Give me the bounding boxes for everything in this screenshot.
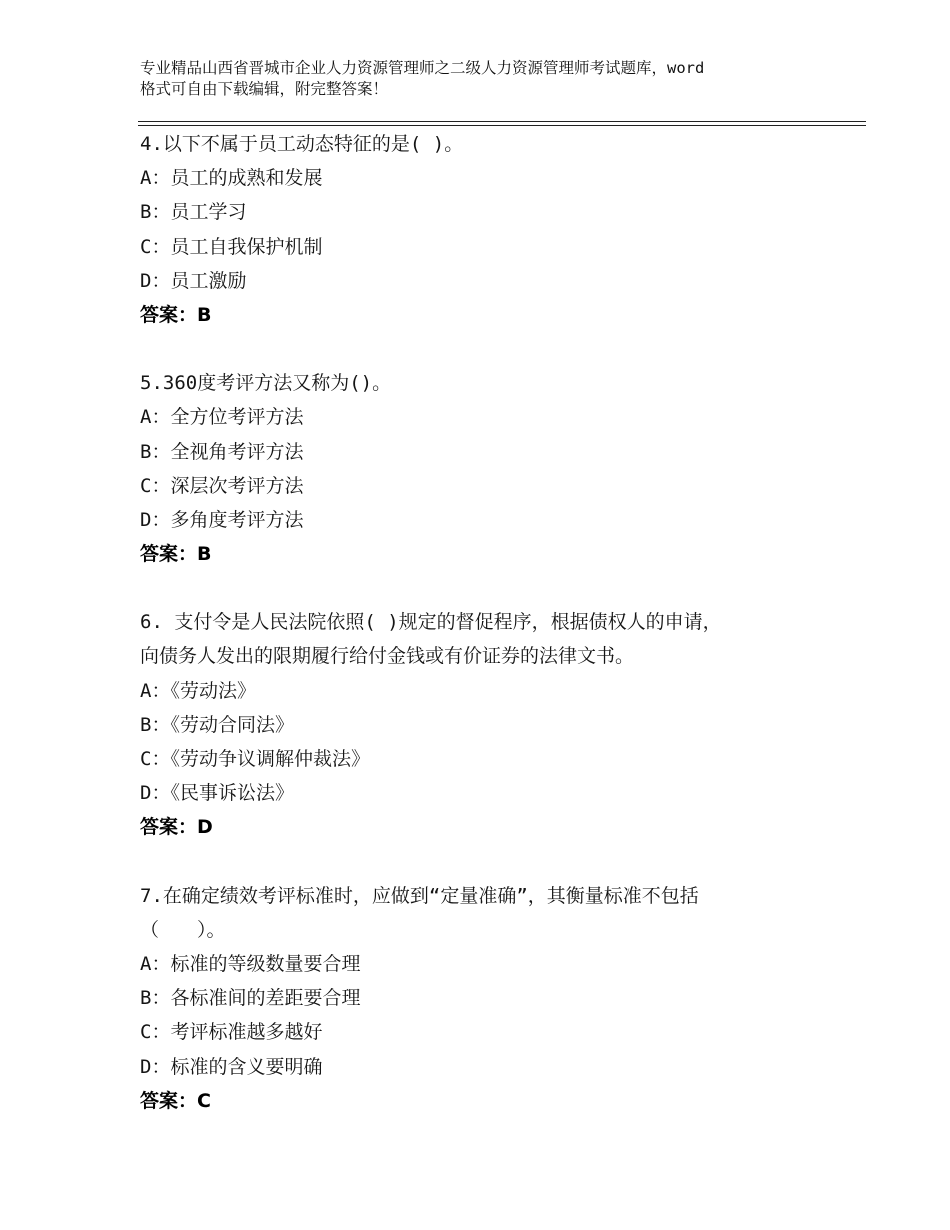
question-5 xyxy=(140,366,840,571)
option-b: B：全视角考评方法 xyxy=(140,440,304,463)
header-line-1: 专业精品山西省晋城市企业人力资源管理师之二级人力资源管理师考试题库，word xyxy=(140,59,705,77)
header-line-2: 格式可自由下载编辑，附完整答案！ xyxy=(140,80,389,98)
header-rule-top xyxy=(138,121,866,122)
answer-line: 答案：D xyxy=(140,816,213,839)
option-b: B：《劳动合同法》 xyxy=(140,713,294,736)
question-7 xyxy=(140,879,840,1118)
option-c: C：员工自我保护机制 xyxy=(140,235,323,258)
option-c: C：深层次考评方法 xyxy=(140,474,304,497)
question-4 xyxy=(140,127,840,332)
question-stem: 7.在确定绩效考评标准时，应做到“定量准确”，其衡量标准不包括 xyxy=(140,884,699,907)
question-stem-continued: （ ）。 xyxy=(140,918,226,941)
option-b: B：各标准间的差距要合理 xyxy=(140,987,361,1010)
question-stem: 4.以下不属于员工动态特征的是( )。 xyxy=(140,133,464,155)
question-list xyxy=(140,127,840,1118)
question-stem: 5.360度考评方法又称为()。 xyxy=(140,372,392,395)
option-d: D：《民事诉讼法》 xyxy=(140,782,294,805)
option-c: C：考评标准越多越好 xyxy=(140,1021,323,1044)
option-d: D：员工激励 xyxy=(140,269,247,292)
option-a: A：全方位考评方法 xyxy=(140,406,304,429)
option-c: C：《劳动争议调解仲裁法》 xyxy=(140,748,370,770)
answer-line: 答案：B xyxy=(140,303,212,326)
question-stem-continued: 向债务人发出的限期履行给付金钱或有价证券的法律文书。 xyxy=(140,645,635,668)
answer-line: 答案：C xyxy=(140,1089,211,1112)
option-a: A：标准的等级数量要合理 xyxy=(140,952,361,975)
question-stem: 6. 支付令是人民法院依照( )规定的督促程序，根据债权人的申请， xyxy=(140,611,722,634)
header-rule-bottom xyxy=(138,125,866,126)
option-d: D：多角度考评方法 xyxy=(140,508,304,531)
option-d: D：标准的含义要明确 xyxy=(140,1055,323,1078)
option-a: A：《劳动法》 xyxy=(140,679,256,702)
option-b: B：员工学习 xyxy=(140,201,247,224)
answer-line: 答案：B xyxy=(140,543,212,566)
question-6 xyxy=(140,605,840,844)
option-a: A：员工的成熟和发展 xyxy=(140,167,323,190)
document-header xyxy=(140,58,840,100)
